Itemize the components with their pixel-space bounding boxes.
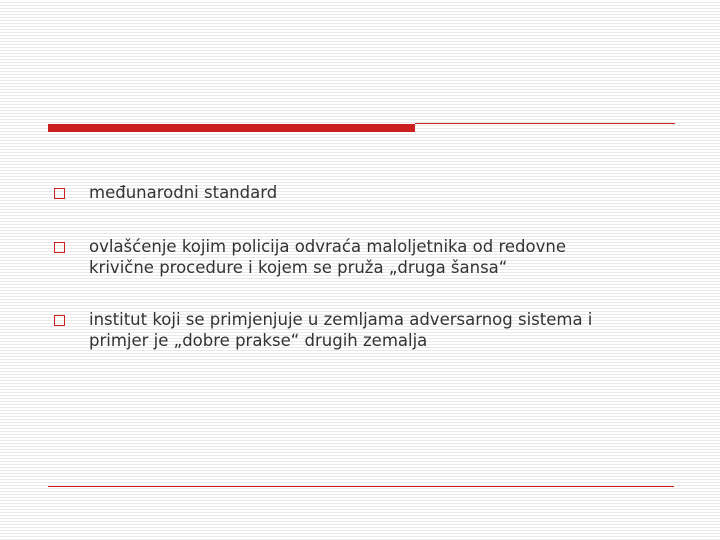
square-bullet-icon <box>54 242 65 253</box>
bullet-line: ovlašćenje kojim policija odvraća maloljetnika od redovne <box>89 237 566 256</box>
bullet-line: međunarodni standard <box>89 183 278 202</box>
footer-rule <box>48 486 674 487</box>
title-underline-thin <box>415 123 675 124</box>
title-underline-thick <box>48 124 415 132</box>
square-bullet-icon <box>54 188 65 199</box>
bullet-line: primjer je „dobre prakse“ drugih zemalja <box>89 331 428 350</box>
bullet-text <box>89 309 669 351</box>
bullet-line: institut koji se primjenjuje u zemljama adversarnog sistema i <box>89 310 593 329</box>
bullet-text <box>89 236 669 278</box>
square-bullet-icon <box>54 315 65 326</box>
bullet-line: krivične procedure i kojem se pruža „druga šansa“ <box>89 258 508 277</box>
bullet-text <box>89 182 669 203</box>
